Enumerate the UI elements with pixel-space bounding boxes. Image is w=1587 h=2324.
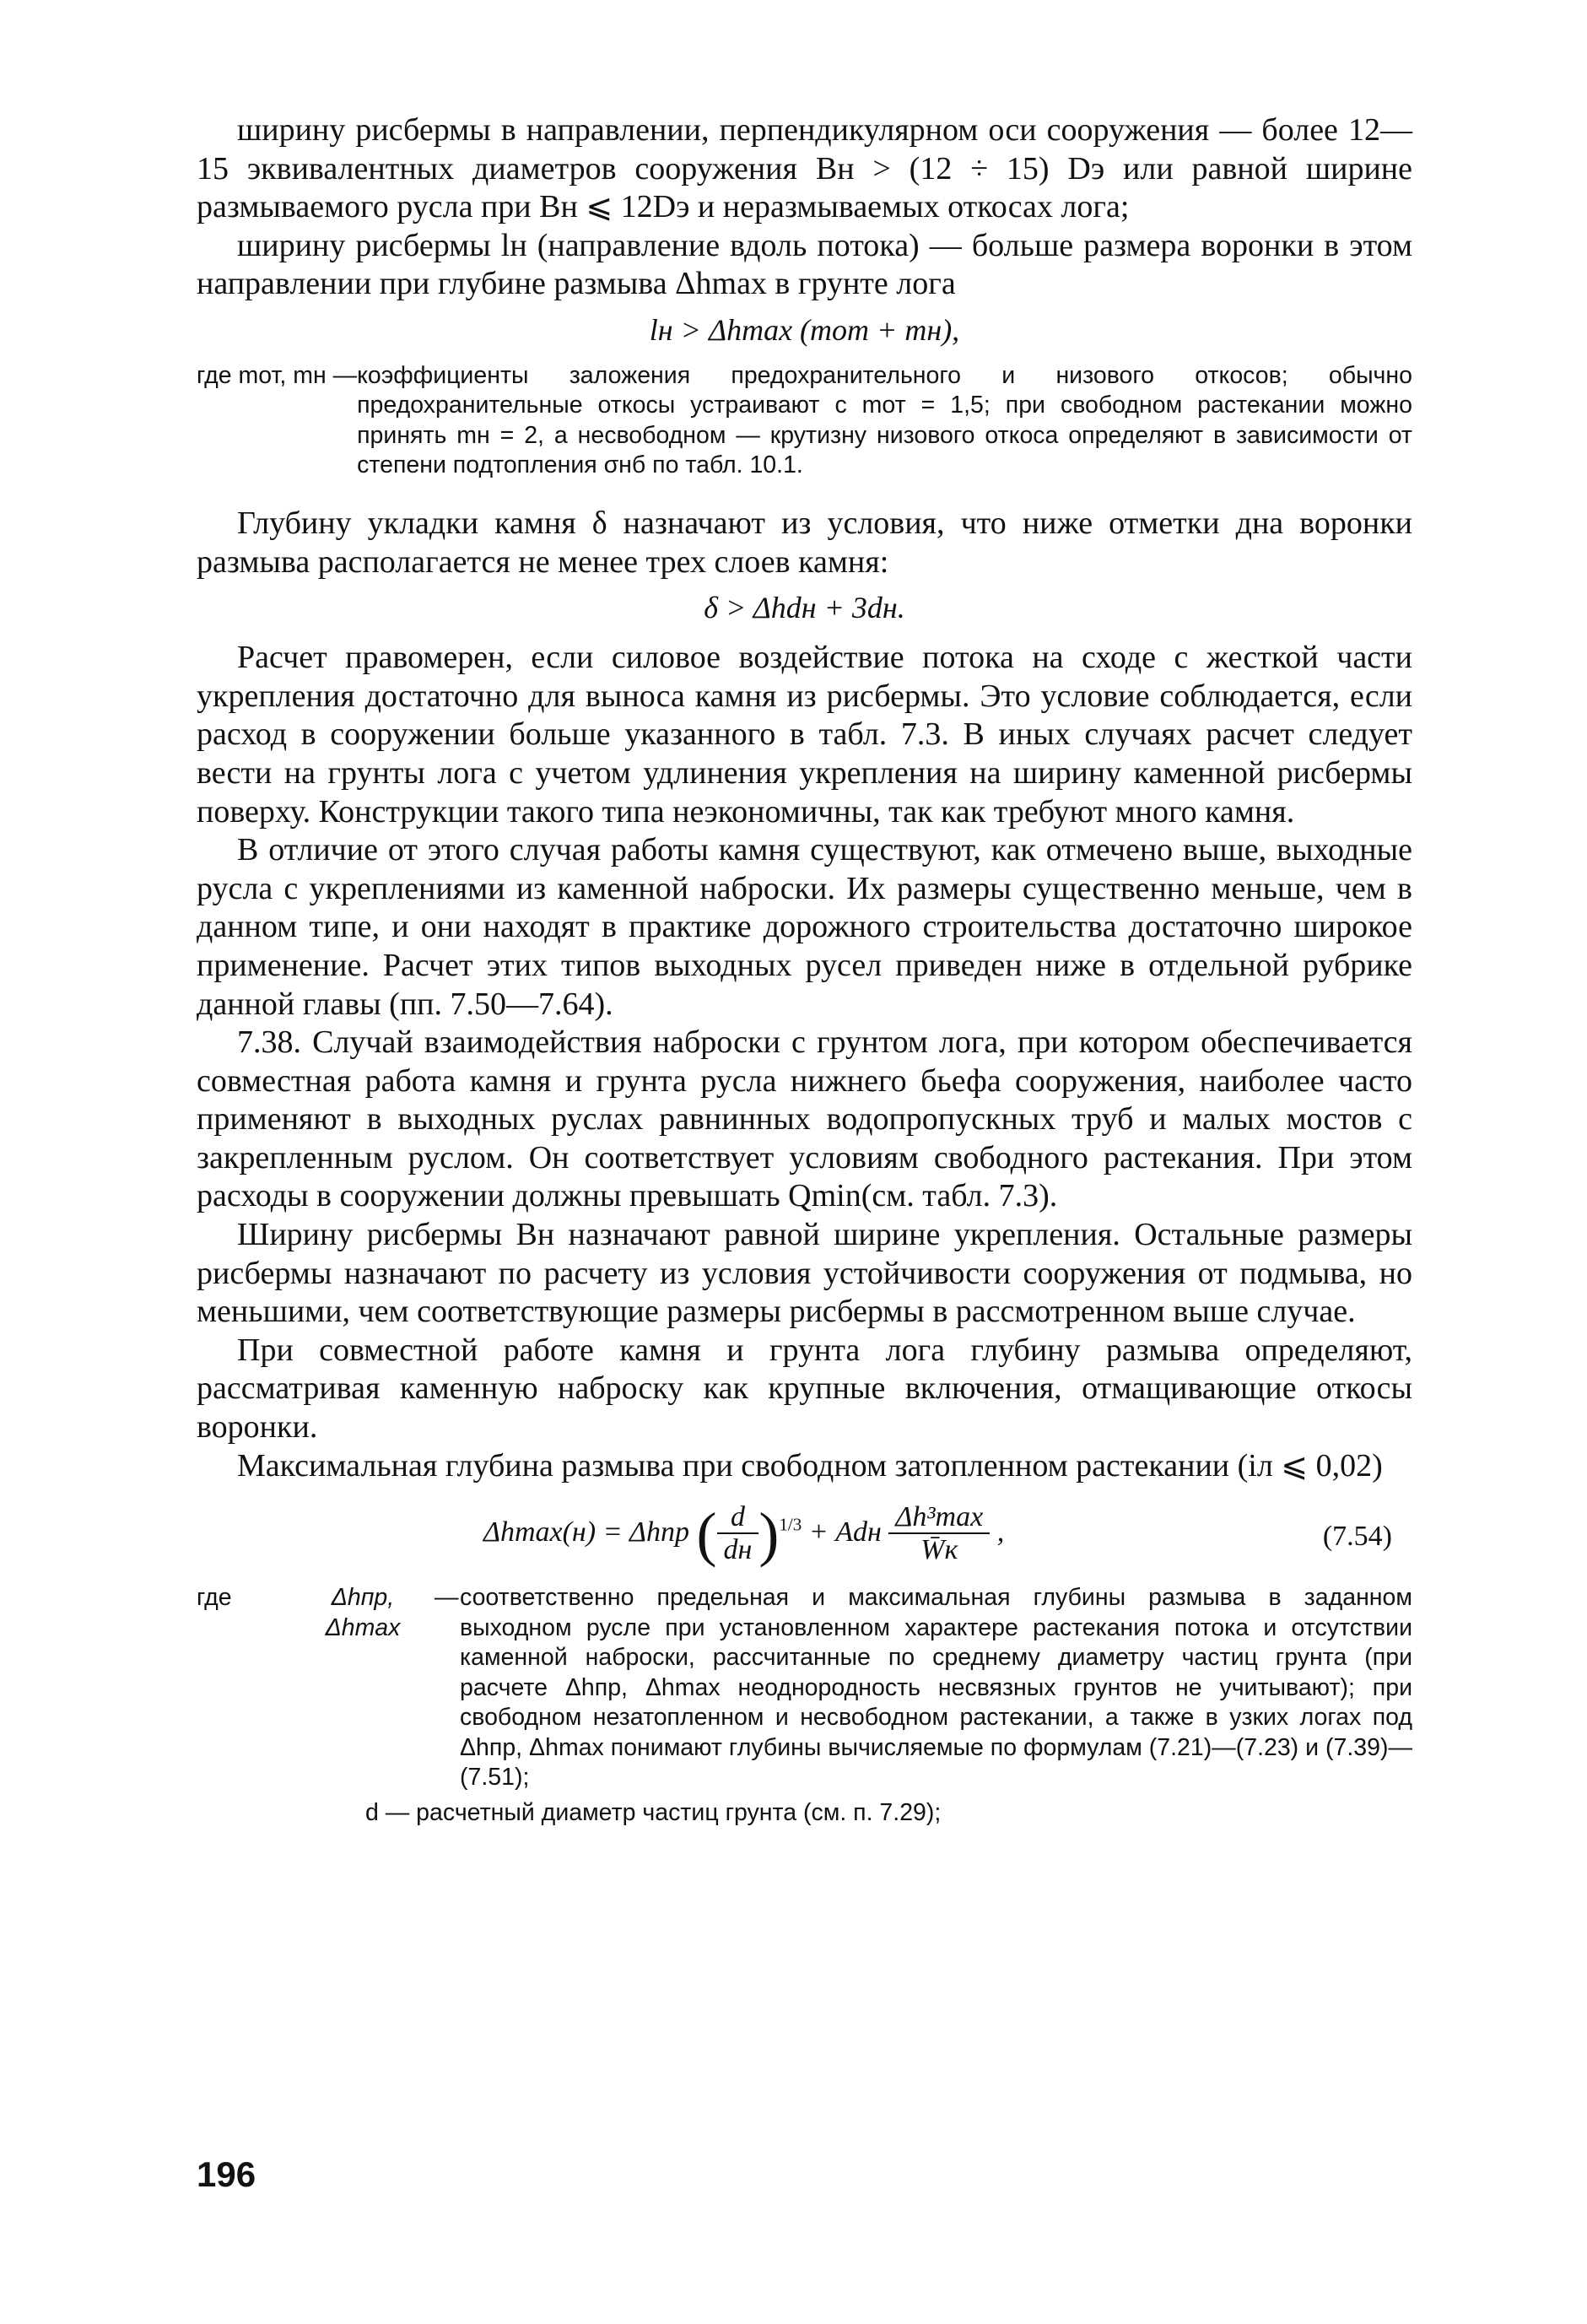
where-body: коэффициенты заложения предохранительного и низового откосов; обычно предохранительные откосы устраивают с mот = 1,5; при свободном растекании можно принять mн = 2, а несвободном — крутизну низового откоса определяют в зависимости от степени подтопления σнб по табл. 10.1. [357, 361, 1412, 479]
where-body: соответственно предельная и максимальная глубины размыва в заданном выходном русле при установленном характере растекания потока и отсутствии каменной наброски, рассчитанные по среднему диаметру частиц грунта (при расчете Δhпр, Δhmax неоднородность несвязных грунтов не учитывают); при свободном незатопленном и несвободном растекании, а также в узких логах под Δhпр, Δhmax понимают глубины вычисляемые по формулам (7.21)—(7.23) и (7.39)—(7.51); [460, 1584, 1412, 1792]
where-d-line: d — расчетный диаметр частиц грунта (см. п. 7.29); [365, 1798, 942, 1826]
formula-riprap-length: lн > Δhmax (mот + mн), [649, 312, 960, 347]
fraction-denominator: W̄к [920, 1534, 958, 1566]
fraction-numerator: d [717, 1502, 759, 1534]
where-lead: где [197, 1584, 232, 1612]
where-symbols: Δhпр, Δhmax [325, 1584, 401, 1641]
fraction-denominator: dн [723, 1534, 753, 1566]
exponent: 1/3 [779, 1514, 802, 1535]
where-clause-depths [197, 1583, 1412, 1828]
left-paren: ( [696, 1500, 717, 1569]
plus-term: + Adн [808, 1516, 882, 1548]
equation-body [483, 1500, 1005, 1569]
where-lead: где mот, mн — [197, 361, 358, 389]
where-dash: — [435, 1584, 459, 1612]
fraction-d [717, 1502, 759, 1566]
page-number: 196 [197, 2154, 256, 2194]
text-column [197, 111, 1412, 1828]
paragraph: ширину рисбермы в направлении, перпендикулярном оси сооружения — более 12—15 эквивалентных диаметров сооружения Bн > (12 ÷ 15) Dэ или равной ширине размываемого русла при Bн ⩽ 12Dэ и неразмываемых откосах лога; [197, 112, 1412, 225]
paragraph: Максимальная глубина размыва при свободном затопленном растекании (iл ⩽ 0,02) [237, 1447, 1383, 1484]
right-paren: ) [758, 1500, 780, 1569]
paragraph: Ширину рисбермы Bн назначают равной ширине укрепления. Остальные размеры рисбермы назначают по расчету из условия устойчивости сооружения от подмыва, но меньшими, чем соответствующие размеры рисбермы в рассмотренном выше случае. [197, 1217, 1412, 1330]
paragraph: Глубину укладки камня δ назначают из условия, что ниже отметки дна воронки размыва располагается не менее трех слоев камня: [197, 505, 1412, 580]
paragraph: Расчет правомерен, если силовое воздействие потока на сходе с жесткой части укрепления достаточно для выноса камня из рисбермы. Это условие соблюдается, если расход в сооружении больше указанного в табл. 7.3. В иных случаях расчет следует вести на грунты лога с учетом удлинения укрепления на ширину каменной рисбермы поверху. Конструкции такого типа неэкономичны, так как требуют много камня. [197, 640, 1412, 830]
equation-number: (7.54) [1322, 1521, 1392, 1553]
formula-stone-depth: δ > Δhdн + 3dн. [704, 591, 905, 625]
equation-lhs: Δhmax(н) = Δhпр [483, 1516, 690, 1548]
paragraph-7-38: 7.38. Случай взаимодействия наброски с грунтом лога, при котором обеспечивается совместная работа камня и грунта русла нижнего бьефа сооружения, наиболее часто применяют в выходных руслах равнинных водопропускных труб и малых мостов с закрепленным руслом. Он соответствует условиям свободного растекания. При этом расходы в сооружении должны превышать Qmin(см. табл. 7.3). [197, 1024, 1412, 1214]
equation-7-54 [197, 1485, 1412, 1580]
paragraph: ширину рисбермы lн (направление вдоль потока) — больше размера воронки в этом направлении при глубине размыва Δhmax в грунте лога [197, 227, 1412, 302]
where-clause-slopes [197, 361, 1412, 481]
fraction-dh [888, 1502, 990, 1566]
equation-trailing-comma: , [996, 1516, 1005, 1548]
paragraph: В отличие от этого случая работы камня существуют, как отмечено выше, выходные русла с укреплениями из каменной наброски. Их размеры существенно меньше, чем в данном типе, и они находят в практике дорожного строительства достаточно широкое применение. Расчет этих типов выходных русел приведен ниже в отдельной рубрике данной главы (пп. 7.50—7.64). [197, 832, 1412, 1022]
fraction-numerator: Δh³max [888, 1502, 990, 1534]
paragraph: При совместной работе камня и грунта лога глубину размыва определяют, рассматривая каменную наброску как крупные включения, отмащивающие откосы воронки. [197, 1332, 1412, 1446]
